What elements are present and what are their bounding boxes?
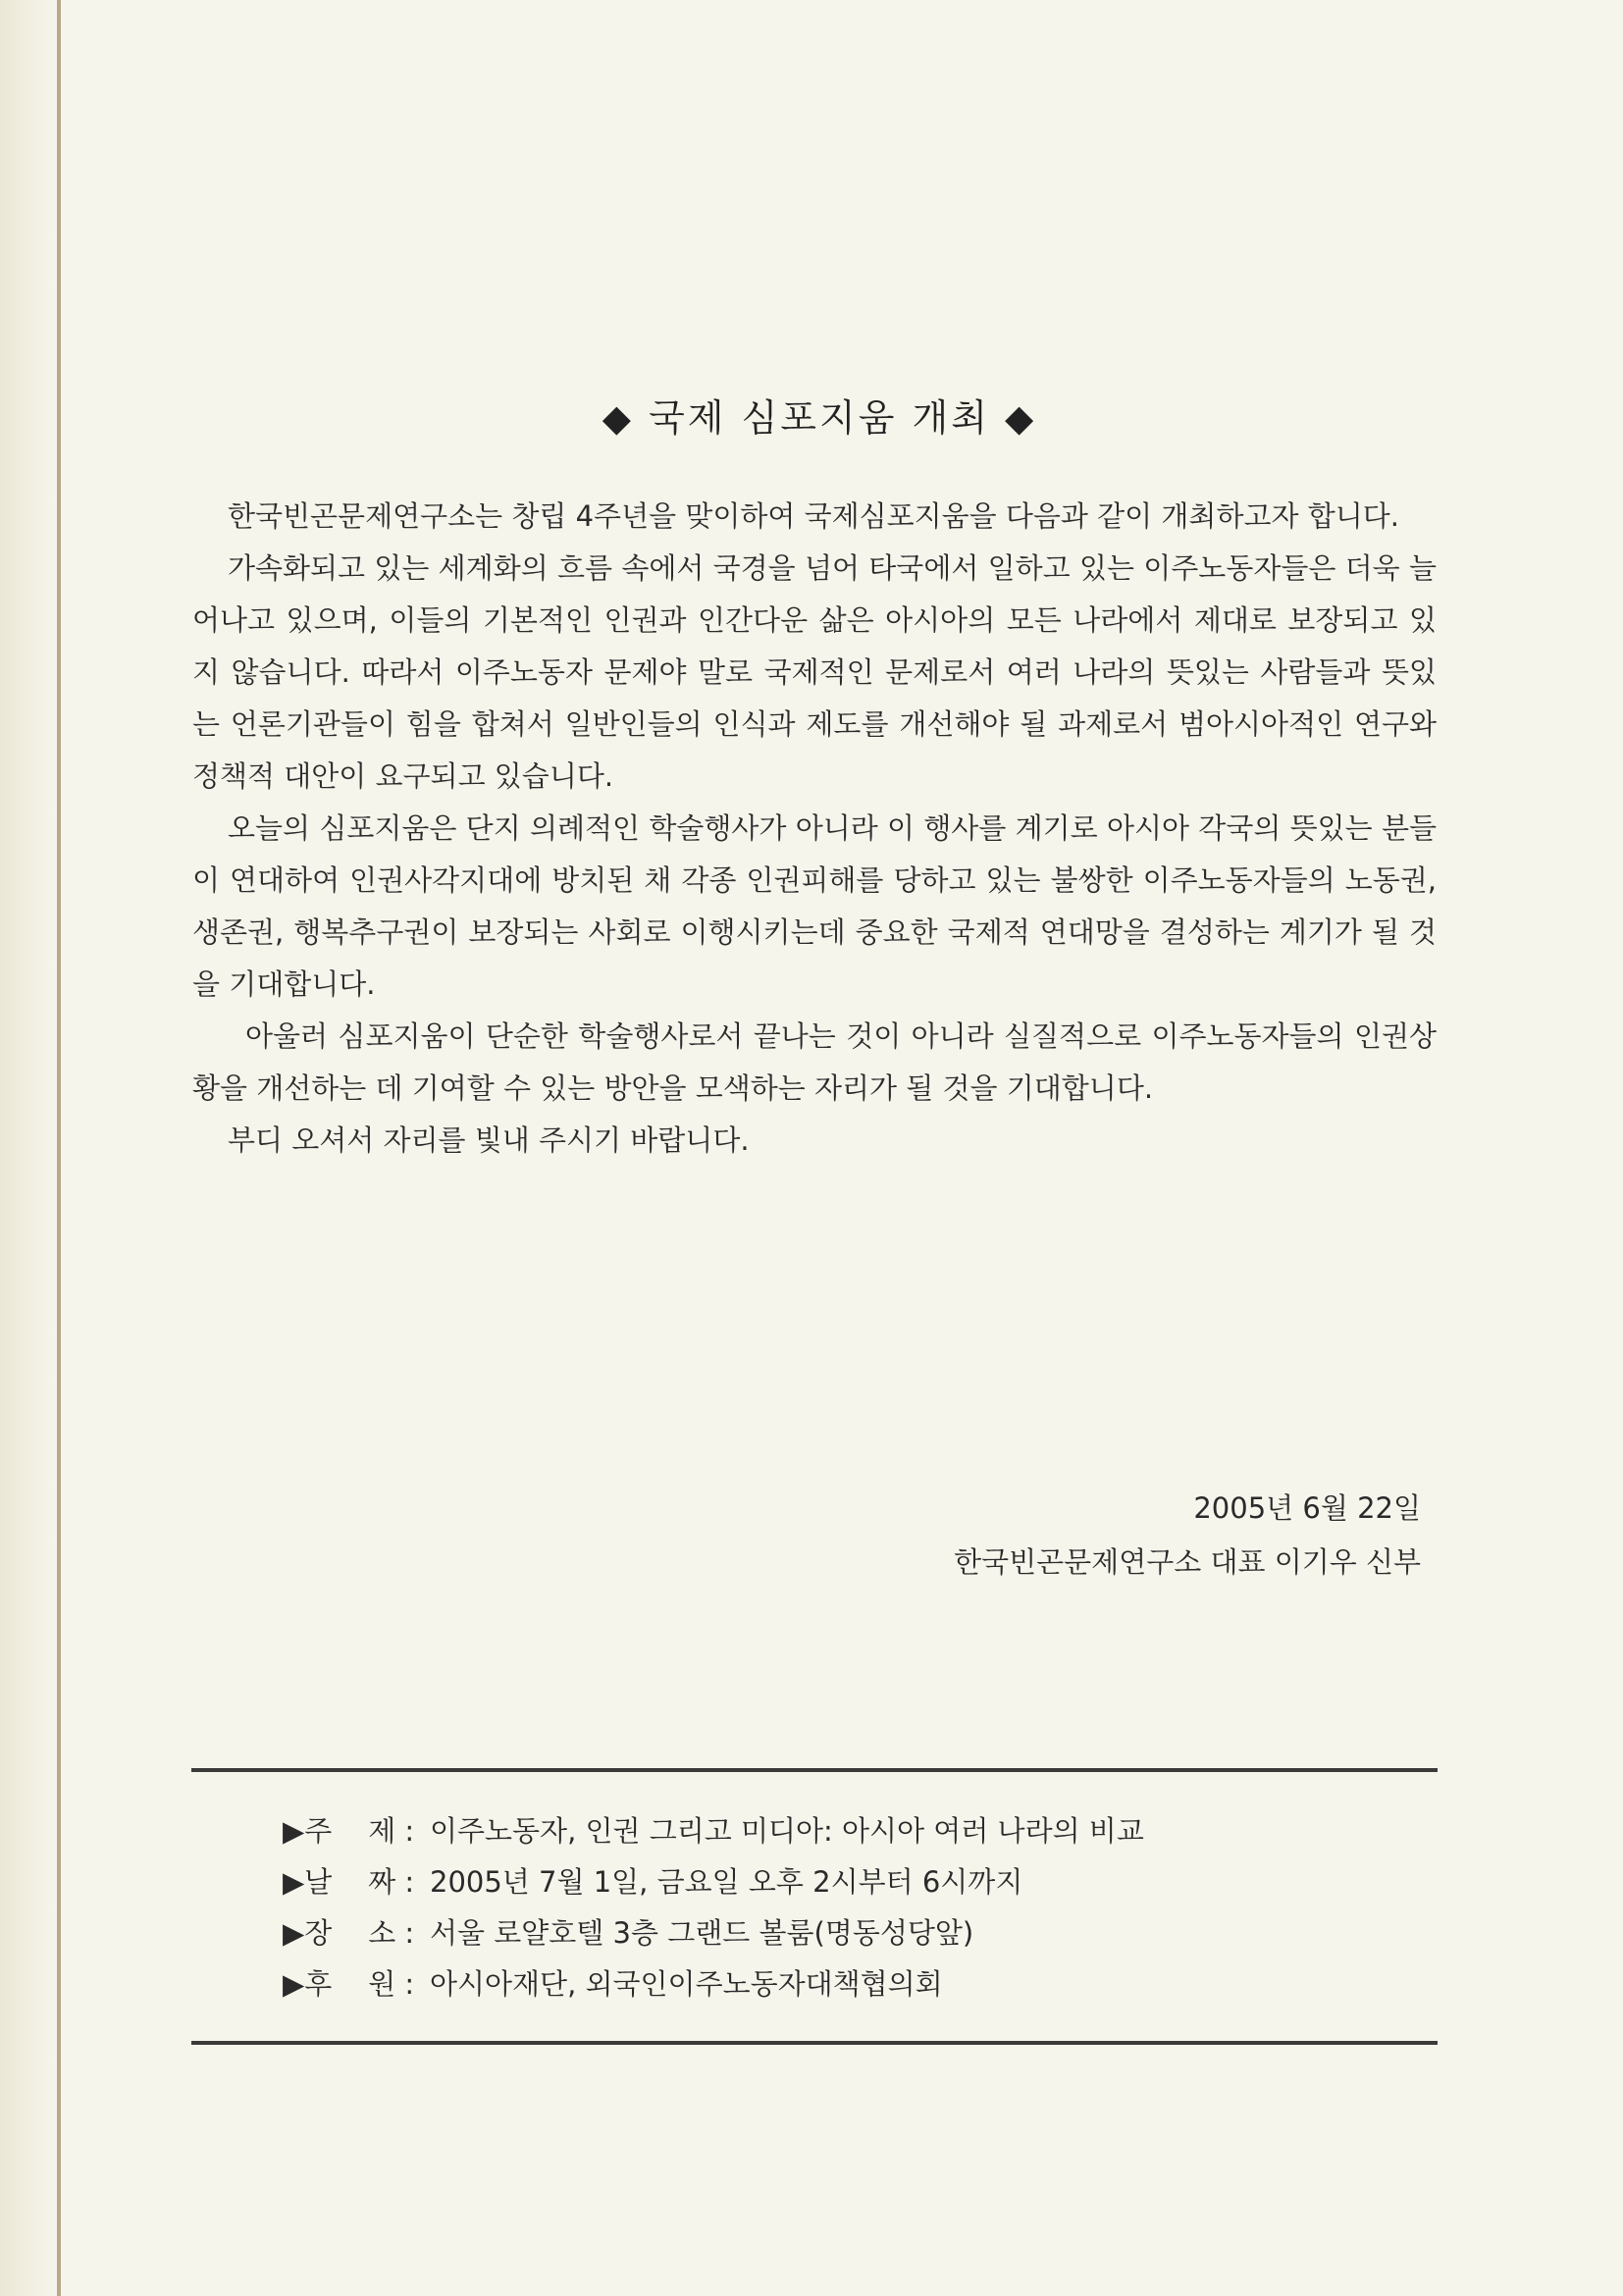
info-value-topic: 이주노동자, 인권 그리고 미디아: 아시아 여러 나라의 비교	[430, 1813, 1144, 1848]
event-info	[283, 1803, 1421, 2008]
info-label-topic: ▶주 제 :	[283, 1813, 415, 1848]
info-row-venue	[283, 1905, 1421, 1957]
paragraph-closing: 부디 오셔서 자리를 빛내 주시기 바랍니다.	[228, 1123, 750, 1157]
document-title: ◆ 국제 심포지움 개최 ◆	[602, 396, 1037, 440]
info-row-sponsor	[283, 1957, 1421, 2008]
paragraph-expectation: 아울러 심포지움이 단순한 학술행사로서 끝나는 것이 아니라 실질적으로 이주노동자들의 인권상황을 개선하는 데 기여할 수 있는 방안을 모색하는 자리가 될 것을 기대합니다.	[192, 1019, 1437, 1105]
info-label-sponsor: ▶후 원 :	[283, 1966, 415, 2001]
info-row-topic	[283, 1803, 1421, 1854]
paragraph-intro: 한국빈곤문제연구소는 창립 4주년을 맞이하여 국제심포지움을 다음과 같이 개최하고자 합니다.	[228, 499, 1399, 533]
invitation-body	[192, 491, 1437, 1167]
info-value-sponsor: 아시아재단, 외국인이주노동자대책협의회	[430, 1966, 943, 2001]
info-row-date	[283, 1854, 1421, 1905]
page-binding-shadow	[0, 0, 57, 2296]
signature-line: 한국빈곤문제연구소 대표 이기우 신부	[954, 1545, 1421, 1579]
issue-date: 2005년 6월 22일	[1193, 1491, 1421, 1525]
paragraph-background: 가속화되고 있는 세계화의 흐름 속에서 국경을 넘어 타국에서 일하고 있는 이주노동자들은 더욱 늘어나고 있으며, 이들의 기본적인 인권과 인간다운 삶은 아시아의 모든 나라에서 제대로 보장되고 있지 않습니다. 따라서 이주노동자 문제야 말로 국제적인 문제로서 여러 나라의 뜻있는 사람들과 뜻있는 언론기관들이 힘을 합쳐서 일반인들의 인식과 제도를 개선해야 될 과제로서 범아시아적인 연구와 정책적 대안이 요구되고 있습니다.	[192, 551, 1437, 793]
info-label-date: ▶날 짜 :	[283, 1864, 415, 1899]
info-value-date: 2005년 7월 1일, 금요일 오후 2시부터 6시까지	[430, 1864, 1023, 1899]
info-value-venue: 서울 로얄호텔 3층 그랜드 볼룸(명동성당앞)	[430, 1915, 974, 1950]
info-bottom-rule	[191, 2041, 1438, 2045]
paragraph-purpose: 오늘의 심포지움은 단지 의례적인 학술행사가 아니라 이 행사를 계기로 아시아 각국의 뜻있는 분들이 연대하여 인권사각지대에 방치된 채 각종 인권피해를 당하고 있는 불쌍한 이주노동자들의 노동권, 생존권, 행복추구권이 보장되는 사회로 이행시키는데 중요한 국제적 연대망을 결성하는 계기가 될 것을 기대합니다.	[192, 811, 1437, 1001]
info-label-venue: ▶장 소 :	[283, 1915, 415, 1950]
page-binding-line	[57, 0, 61, 2296]
info-top-rule	[191, 1768, 1438, 1772]
